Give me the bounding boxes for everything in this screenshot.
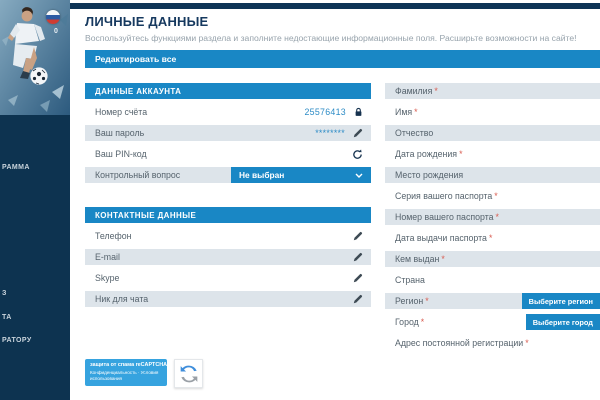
pencil-icon[interactable] xyxy=(353,252,363,262)
field-label: Отчество xyxy=(395,128,434,138)
page-subtitle: Воспользуйтесь функциями раздела и заполните недостающие информационные поля. Расширьте возможности на сайте! xyxy=(85,33,577,43)
table-row xyxy=(85,291,371,307)
pencil-icon[interactable] xyxy=(353,231,363,241)
page-title: ЛИЧНЫЕ ДАННЫЕ xyxy=(85,14,209,29)
field-label: Страна xyxy=(395,275,425,285)
pencil-icon[interactable] xyxy=(353,294,363,304)
chevron-down-icon xyxy=(355,173,363,178)
field-label: Skype xyxy=(95,273,120,283)
recaptcha-logo-box[interactable] xyxy=(174,359,203,388)
pencil-icon[interactable] xyxy=(353,273,363,283)
table-row xyxy=(85,104,371,120)
recaptcha-badge[interactable] xyxy=(85,359,167,386)
table-row xyxy=(85,270,371,286)
field-label: Ваш пароль xyxy=(95,128,145,138)
sidebar-item[interactable]: З xyxy=(2,290,7,297)
required-asterisk: * xyxy=(425,296,429,306)
personal-field-row[interactable] xyxy=(385,188,600,204)
field-label: Телефон xyxy=(95,231,132,241)
required-asterisk: * xyxy=(495,212,499,222)
field-label: Номер счёта xyxy=(95,107,148,117)
required-asterisk: * xyxy=(441,254,445,264)
security-question-dropdown[interactable] xyxy=(231,167,371,183)
personal-field-row[interactable] xyxy=(385,104,600,120)
field-value: 25576413 xyxy=(304,107,346,117)
field-label: Номер вашего паспорта xyxy=(395,212,494,222)
required-asterisk: * xyxy=(525,338,529,348)
recaptcha-icon xyxy=(179,364,199,384)
field-label: Ваш PIN-код xyxy=(95,149,147,159)
select-button[interactable]: Выберите город xyxy=(526,314,600,330)
field-label: Ник для чата xyxy=(95,294,149,304)
personal-field-row[interactable] xyxy=(385,335,600,351)
table-row xyxy=(85,249,371,265)
personal-field-row[interactable] xyxy=(385,146,600,162)
recaptcha-widget xyxy=(85,359,371,388)
left-column xyxy=(85,83,371,388)
required-asterisk: * xyxy=(494,191,498,201)
score-badge: 0 xyxy=(54,28,58,35)
table-row xyxy=(85,167,371,183)
table-row xyxy=(85,125,371,141)
field-label: Место рождения xyxy=(395,170,464,180)
required-asterisk: * xyxy=(459,149,463,159)
personal-field-row[interactable] xyxy=(385,251,600,267)
field-label: Адрес постоянной регистрации xyxy=(395,338,524,348)
sidebar-item[interactable]: РАММА xyxy=(2,164,30,171)
sidebar-item[interactable]: ТА xyxy=(2,314,12,321)
field-label: E-mail xyxy=(95,252,120,262)
personal-field-row[interactable] xyxy=(385,209,600,225)
required-asterisk: * xyxy=(434,86,438,96)
pencil-icon[interactable] xyxy=(353,128,363,138)
recaptcha-badge-title: защита от спама reCAPTCHA xyxy=(90,362,168,368)
table-row xyxy=(85,146,371,162)
personal-field-row[interactable] xyxy=(385,125,600,141)
required-asterisk: * xyxy=(420,317,425,327)
sidebar-menu xyxy=(0,0,70,400)
sidebar xyxy=(0,0,70,400)
personal-info-column xyxy=(385,83,600,388)
field-label: Серия вашего паспорта xyxy=(395,191,493,201)
account-data-header: ДАННЫЕ АККАУНТА xyxy=(85,83,371,99)
field-value: ******** xyxy=(315,128,345,138)
personal-field-row[interactable] xyxy=(385,272,600,288)
field-label: Фамилия xyxy=(395,86,433,96)
field-label: Контрольный вопрос xyxy=(95,170,181,180)
personal-field-row[interactable] xyxy=(385,293,600,309)
personal-field-row[interactable] xyxy=(385,83,600,99)
field-label: Имя xyxy=(395,107,413,117)
required-asterisk: * xyxy=(488,233,493,243)
edit-all-button[interactable]: Редактировать все xyxy=(85,50,600,68)
personal-field-row[interactable] xyxy=(385,314,600,330)
sidebar-item[interactable]: РАТОРУ xyxy=(2,337,32,344)
recaptcha-privacy-terms-links[interactable]: Конфиденциальность · Условия использования xyxy=(90,370,159,382)
account-data-rows xyxy=(85,104,371,183)
field-label: Дата рождения xyxy=(395,149,458,159)
personal-field-row[interactable] xyxy=(385,230,600,246)
field-label: Регион xyxy=(395,296,424,306)
lock-icon xyxy=(354,107,363,117)
field-label: Кем выдан xyxy=(395,254,440,264)
dropdown-selected-value: Не выбран xyxy=(239,170,285,180)
select-button[interactable]: Выберите регион xyxy=(522,293,600,309)
field-label: Город xyxy=(395,317,419,327)
required-asterisk: * xyxy=(414,107,418,117)
contact-data-header: КОНТАКТНЫЕ ДАННЫЕ xyxy=(85,207,371,223)
refresh-icon[interactable] xyxy=(352,149,363,160)
field-label: Дата выдачи паспорта xyxy=(395,233,487,243)
table-row xyxy=(85,228,371,244)
personal-field-row[interactable] xyxy=(385,167,600,183)
contact-data-rows xyxy=(85,228,371,307)
main-content xyxy=(70,0,600,400)
